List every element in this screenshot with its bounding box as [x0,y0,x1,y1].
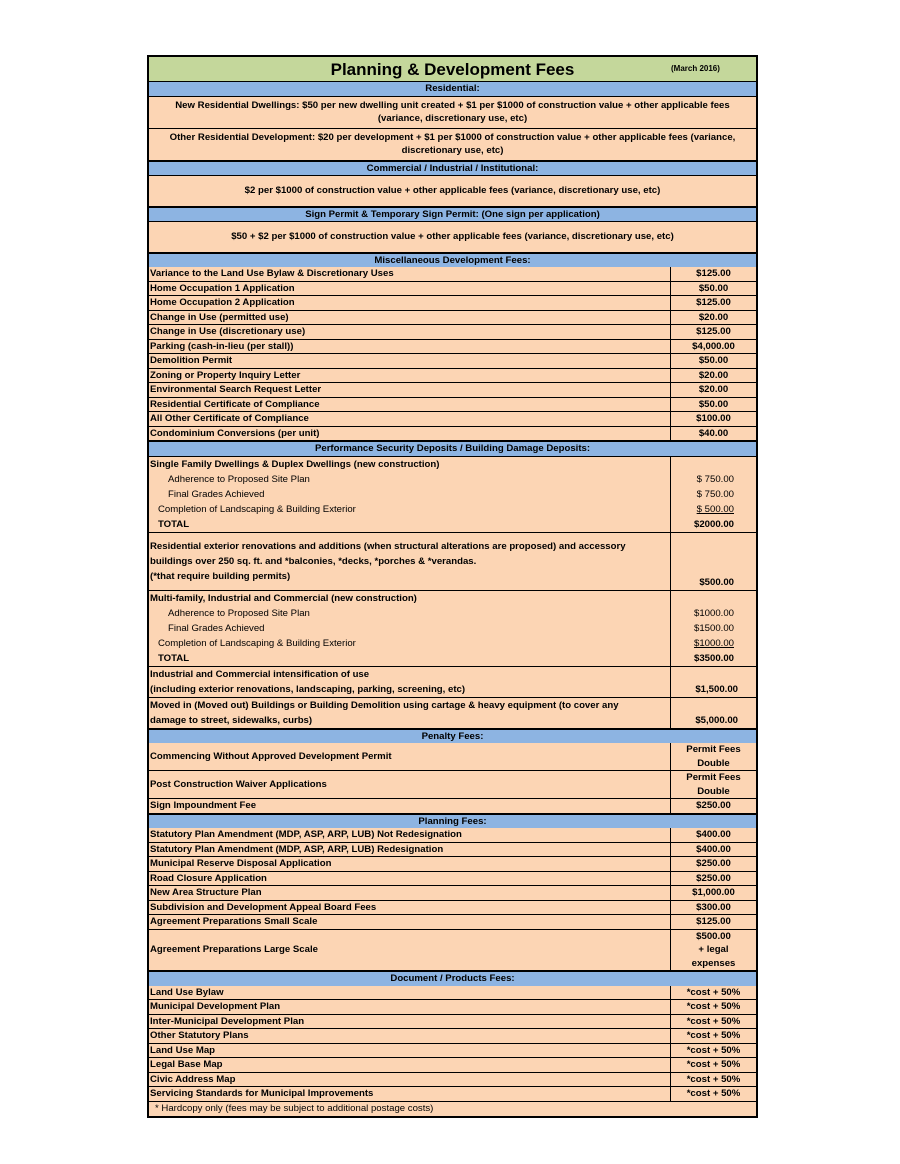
table-row [149,382,756,397]
table-row [149,411,756,426]
fee-value: $100.00 [696,413,731,424]
fee-value: $20.00 [698,384,729,395]
table-row [149,324,756,339]
fee-value [671,872,756,886]
fee-label: Subdivision and Development Appeal Board Fees [149,901,671,915]
fee-label: All Other Certificate of Compliance [149,412,671,426]
fee-label: Inter-Municipal Development Plan [149,1015,671,1029]
fee-label: Civic Address Map [149,1073,671,1087]
table-row [149,426,756,441]
section-header-deposits: Performance Security Deposits / Building Damage Deposits: [149,440,756,456]
section-header-residential: Residential: [149,82,756,96]
fee-value [671,771,756,798]
fee-value-line: Double [697,757,730,769]
deposit-multi-family-title: Multi-family, Industrial and Commercial (new construction) [150,592,417,604]
deposit-item-value: $ 750.00 [696,488,734,500]
fee-value [671,886,756,900]
table-row [149,871,756,886]
table-row [149,1043,756,1058]
table-row [149,885,756,900]
fee-label: Parking (cash-in-lieu (per stall)) [149,340,671,354]
residential-new-dwellings: New Residential Dwellings: $50 per new dwelling unit created + $1 per $1000 of construction value + other applicable fees (variance, discretionary use, etc) [149,96,756,128]
fee-label: Servicing Standards for Municipal Improvements [149,1087,671,1101]
fee-label: Environmental Search Request Letter [149,383,671,397]
title-bar [149,57,756,82]
fee-value: $40.00 [698,427,729,439]
fee-label: Home Occupation 2 Application [149,296,671,310]
fee-value-line: $400.00 [696,829,731,840]
penalty-fee-table [149,743,756,813]
fee-value: $50.00 [698,398,729,410]
table-row [149,900,756,915]
fee-value [671,828,756,842]
deposit-renovations: Residential exterior renovations and additions (when structural alterations are proposed) and accessory buildings over 250 sq. ft. and *balconies, *decks, *porches & *verandas. (*that require building permits) $500.00 [149,532,756,590]
fee-label: Home Occupation 1 Application [149,282,671,296]
table-row [149,1014,756,1029]
fee-value: $125.00 [696,297,731,308]
section-header-penalty: Penalty Fees: [149,728,756,744]
table-row [149,397,756,412]
fee-value [671,799,756,813]
residential-other-development: Other Residential Development: $20 per development + $1 per $1000 of construction value + other applicable fees (variance, discretionary use, etc) [149,128,756,160]
deposit-item-label: Final Grades Achieved [168,488,265,500]
fee-label: Variance to the Land Use Bylaw & Discretionary Uses [149,267,671,281]
fee-value: $125.00 [696,326,731,337]
deposit-total-label: TOTAL [158,518,190,530]
date-label: (March 2016) [671,64,720,73]
planning-fee-table [149,828,756,970]
fee-label: Agreement Preparations Large Scale [149,930,671,971]
table-row [149,339,756,354]
table-row [149,310,756,325]
section-header-misc: Miscellaneous Development Fees: [149,252,756,268]
fee-label: Agreement Preparations Small Scale [149,915,671,929]
fee-label: Post Construction Waiver Applications [149,771,671,798]
fee-value-line: $125.00 [696,916,731,927]
fee-value: *cost + 50% [686,986,741,998]
deposit-intensification: Industrial and Commercial intensification of use (including exterior renovations, landscaping, parking, screening, etc) $1,500.00 [149,666,756,697]
table-row [149,999,756,1014]
fee-value [671,843,756,857]
table-row [149,798,756,813]
fee-label: Municipal Development Plan [149,1000,671,1014]
fee-label: Legal Base Map [149,1058,671,1072]
deposit-item-label: Completion of Landscaping & Building Exterior [158,503,356,515]
fee-value-line: $400.00 [696,843,731,855]
fee-value: *cost + 50% [686,1073,741,1085]
fee-label: Condominium Conversions (per unit) [149,427,671,441]
table-row [149,828,756,842]
table-row [149,986,756,1000]
fee-label: Change in Use (permitted use) [149,311,671,325]
fee-value: $20.00 [698,369,729,381]
fee-value [671,857,756,871]
fee-label: Municipal Reserve Disposal Application [149,857,671,871]
table-row [149,1072,756,1087]
table-row [149,914,756,929]
document-fee-table [149,986,756,1101]
fee-value: $50.00 [698,282,729,294]
fee-label: Road Closure Application [149,872,671,886]
misc-fee-table [149,267,756,440]
fee-value: *cost + 50% [686,1044,741,1056]
fee-value: $20.00 [698,311,729,323]
fee-value [671,930,756,971]
fee-label: Statutory Plan Amendment (MDP, ASP, ARP, LUB) Redesignation [149,843,671,857]
section-header-commercial: Commercial / Industrial / Institutional: [149,160,756,176]
table-row [149,353,756,368]
deposit-item-value: $ 750.00 [696,473,734,485]
fee-label: Commencing Without Approved Development Permit [149,743,671,770]
fee-schedule [147,55,758,1118]
fee-value: $50.00 [698,355,729,366]
fee-label: Change in Use (discretionary use) [149,325,671,339]
fee-label: Other Statutory Plans [149,1029,671,1043]
fee-value-line: $250.00 [696,858,731,869]
fee-label: Residential Certificate of Compliance [149,398,671,412]
table-row [149,743,756,770]
table-row [149,1086,756,1101]
fee-value-line: Permit Fees [686,744,741,755]
fee-value: *cost + 50% [686,1059,741,1070]
footnote: * Hardcopy only (fees may be subject to additional postage costs) [149,1101,756,1116]
fee-value-line: + legal [698,944,729,955]
fee-value: *cost + 50% [686,1030,741,1041]
deposit-total-value: $2000.00 [693,518,734,530]
section-header-sign-permit: Sign Permit & Temporary Sign Permit: (One sign per application) [149,206,756,222]
fee-value: *cost + 50% [686,1088,741,1099]
fee-value-line: $300.00 [696,901,731,913]
fee-value [671,915,756,929]
deposit-moved-buildings: Moved in (Moved out) Buildings or Building Demolition using cartage & heavy equipment (to cover any damage to street, sidewalks, curbs) $5,000.00 [149,697,756,728]
fee-label: Statutory Plan Amendment (MDP, ASP, ARP, LUB) Not Redesignation [149,828,671,842]
fee-value-line: $250.00 [696,872,731,884]
table-row [149,1057,756,1072]
deposit-single-family-title: Single Family Dwellings & Duplex Dwellings (new construction) [150,458,440,470]
table-row [149,368,756,383]
deposit-renovations-value: $500.00 [699,576,734,588]
deposit-item-value: $ 500.00 [696,503,734,515]
table-row [149,856,756,871]
table-row [149,929,756,971]
fee-value: $4,000.00 [692,340,735,352]
fee-label: Zoning or Property Inquiry Letter [149,369,671,383]
fee-value [671,901,756,915]
fee-value: *cost + 50% [686,1015,741,1027]
deposit-single-family [149,456,756,532]
fee-value-line: $1,000.00 [692,887,735,898]
fee-value-line: Permit Fees [686,772,741,783]
deposit-item-label: Adherence to Proposed Site Plan [168,473,310,485]
section-header-planning: Planning Fees: [149,813,756,829]
fee-value-line: expenses [691,957,736,969]
fee-value [671,743,756,770]
fee-value-line: $250.00 [696,800,731,811]
table-row [149,295,756,310]
section-header-documents: Document / Products Fees: [149,970,756,986]
fee-label: Land Use Map [149,1044,671,1058]
fee-value-line: $500.00 [696,930,731,942]
table-row [149,267,756,281]
table-row [149,1028,756,1043]
table-row [149,281,756,296]
page-title: Planning & Development Fees [330,60,575,79]
fee-value-line: Double [697,785,730,797]
deposit-multi-family: Multi-family, Industrial and Commercial (new construction) Adherence to Proposed Site Plan Final Grades Achieved Completion of Landscaping & Building Exterior TOTAL $1000.00 $1500.00 $1000.00 $3500.00 [149,590,756,666]
fee-label: Sign Impoundment Fee [149,799,671,813]
fee-value: *cost + 50% [686,1001,741,1012]
table-row [149,842,756,857]
commercial-fee-text: $2 per $1000 of construction value + other applicable fees (variance, discretionary use, etc) [149,175,756,206]
fee-label: Demolition Permit [149,354,671,368]
table-row [149,770,756,798]
fee-value: $125.00 [696,268,731,279]
fee-label: Land Use Bylaw [149,986,671,1000]
fee-label: New Area Structure Plan [149,886,671,900]
sign-permit-fee-text: $50 + $2 per $1000 of construction value + other applicable fees (variance, discretionary use, etc) [149,221,756,252]
